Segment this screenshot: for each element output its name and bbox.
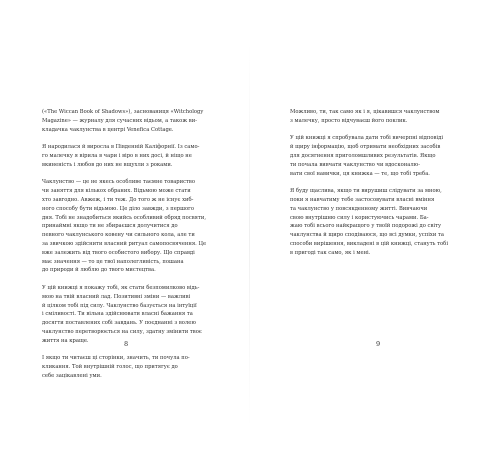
- text-line: І якщо ти читаєш ці сторінки, значить, ти почула по-: [42, 355, 190, 362]
- text-line: для досягнення приголомшливих результатів. Якщо: [290, 152, 436, 159]
- paragraph: [42, 108, 218, 134]
- page-number-left: 8: [124, 340, 129, 348]
- text-line: Magazine» — журналу для сучасних відьом, а також ви-: [42, 117, 197, 124]
- text-line: поки я навчатиму тебе застосовувати власні вміння: [290, 196, 435, 203]
- text-line: вкиненість і любов до них не вщухли з роками.: [42, 161, 173, 168]
- right-page: [250, 0, 500, 450]
- text-line: Я народилася й виросла в Південній Каліфорнії. Із само-: [42, 144, 200, 151]
- text-line: життя на краще.: [42, 337, 89, 344]
- paragraph: [42, 354, 218, 380]
- text-line: дня. Тобі не знадобиться якийсь особливий обряд посвяти,: [42, 214, 206, 221]
- text-line: ти почала вивчати чаклунство чи вдосконалю-: [290, 161, 420, 168]
- text-line: хто завгодно. Авжеж, і ти теж. До того ж не існує хиб-: [42, 196, 194, 203]
- text-line: го малечку я вірила в чари і віро в них досі, й ніщо не: [42, 152, 192, 159]
- text-line: з малечку, просто відчуваєш його поклик.: [290, 117, 408, 124]
- text-line: Чаклунство — це не якесь особливе таємне товариство: [42, 179, 196, 186]
- text-line: Можливо, ти, так само як і я, цікавишся чаклунством: [290, 109, 440, 115]
- text-line: до природи й люблю до твого мистецтва.: [42, 267, 156, 274]
- text-line: певного чаклунського ковену чи сильного кола, але ти: [42, 232, 195, 239]
- text-line: мою на твій власний лад. Позитивні зміни — важливі: [42, 293, 191, 300]
- text-line: свою внутрішню силу і користуючись чарами. Ба-: [290, 214, 429, 221]
- paragraph: [42, 143, 218, 169]
- paragraph: [290, 187, 466, 257]
- text-line: й цілком тобі під силу. Чаклунство базується на інтуїції: [42, 302, 197, 309]
- text-line: чаклунство перетворюється на силу, здатну змінити твоє: [42, 328, 202, 335]
- left-page-text: [42, 108, 218, 390]
- paragraph: [42, 284, 218, 346]
- paragraph: [42, 178, 218, 275]
- text-line: Я буду щаслива, якщо ти вирушиш слідувати за мною,: [290, 188, 442, 195]
- text-line: вже залежить від твого особистого вибору. Що справді: [42, 249, 195, 256]
- text-line: вати свої навички, ця книжка — те, що тобі треба.: [290, 170, 430, 177]
- text-line: кликання. Той внутрішній голос, що притягує до: [42, 364, 178, 371]
- text-line: за звичкою здійснити власний ритуал самопосвячення. Це: [42, 240, 207, 247]
- text-line: кладачка чаклунства в центрі Venefica Cottage.: [42, 126, 174, 133]
- paragraph: [290, 108, 466, 126]
- text-line: способи вирішення, викладені в цій книжці, стануть тобі: [290, 240, 449, 247]
- text-line: ного способу бути відьмою. Це діло завжди, з першого: [42, 205, 195, 212]
- text-line: чи заняття для кількох обраних. Відьмою може стати: [42, 188, 191, 195]
- text-line: («The Wiccan Book of Shadows»), заснованиця «Witchology: [42, 109, 204, 115]
- text-line: принаймні якщо ти не збираєшся долучитися до: [42, 223, 178, 230]
- text-line: в пригоді так само, як і мені.: [290, 249, 371, 256]
- right-page-text: [290, 108, 466, 266]
- text-line: й щиру інформацію, щоб отримати необхідних засобів: [290, 144, 441, 151]
- text-line: досягти поставлених собі завдань. У поєднанні з волею: [42, 320, 196, 327]
- text-line: У цій книжці я покажу тобі, як стати безпомилково відь-: [42, 284, 200, 291]
- text-line: та чаклунство у повсякденному житті. Вивчаючи: [290, 205, 428, 212]
- text-line: жаю тобі всього найкращого у твоїй подорожі до світу: [290, 223, 442, 230]
- text-line: себе зацікавлені уми.: [42, 372, 102, 379]
- text-line: і сміливості. Ти вільна здійснювати власні бажання та: [42, 311, 193, 318]
- text-line: чаклунства й щиро сподіваюся, що всі думки, успіхи та: [290, 232, 444, 239]
- text-line: У цій книжці я спробувала дати тобі вичерпні відповіді: [290, 135, 444, 142]
- paragraph: [290, 134, 466, 178]
- text-line: має значення — то це твої наполегливість, пошана: [42, 258, 184, 265]
- page-number-right: 9: [376, 340, 381, 348]
